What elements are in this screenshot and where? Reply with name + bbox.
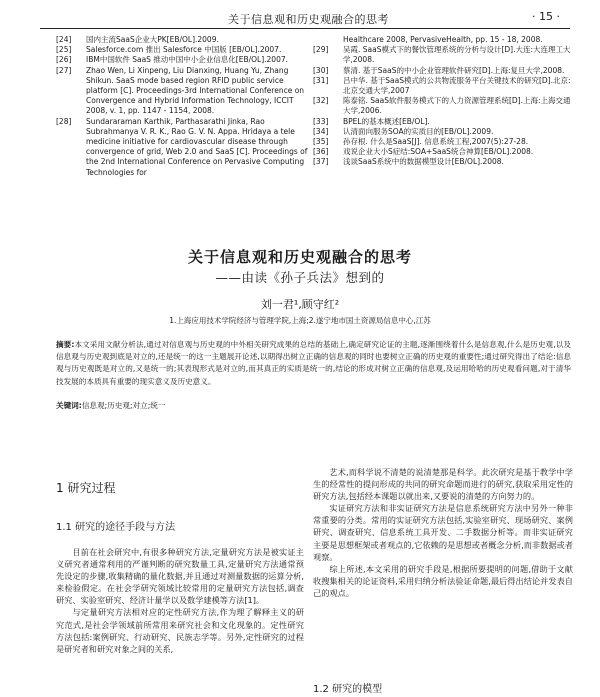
reference-text: IBM中国软件 SaaS 推动中国中小企业信息化[EB/OL].2007. [86,55,289,65]
reference-item [56,55,311,65]
reference-text: 认清面向服务SOA的实质目的[EB/OL].2009. [343,126,494,136]
paragraph: 目前在社会研究中,有很多种研究方法,定量研究方法是被实证主义研究者通常利用的严谨判断的研究数量工具,定量研究方法通常预先设定的步骤,收集精确的量化数据,并且通过对测量数据的运算分析,来检验假定。在社会学研究领域比较常用的定量研究方法包括,调查研究、实验室研究、经济计量学以及数学建模等方法[1]。 [56,547,304,606]
reference-number: [30] [313,65,329,75]
reference-number: [34] [313,126,329,136]
paragraph: 综上所述,本文采用的研究手段是,根据所要提明的问题,借助于文献收搜集相关的论证资料,采用归纳分析法验证命题,最后得出结论并发表自己的观点。 [313,563,573,598]
reference-item [56,35,311,45]
reference-number: [33] [313,116,329,126]
reference-number: [24] [56,35,72,44]
reference-text: Sundararaman Karthik, Parthasarathi Jinka, Rao Subrahmanya V. R. K., Rao G. V. N. Appa. Hridaya a tele medicine initiative for cardiovascular disease through convergence of grid, Web 2.0 and SaaS [C]. Proceedings of the 2nd International Conference on Pervasive Computing Technologies for [86,116,308,177]
references-left-column [56,35,311,178]
reference-item [313,66,571,76]
paragraph: 艺术,而科学说不清楚的说清楚那是科学。此次研究是基于教学中学生的经常性的提问形成的共同的研究命题而进行的研究,获取采用定性的研究方法,包括经本课题以就出来,又要说的清楚的方向努力的。 [313,467,573,502]
reference-number: [28] [56,116,72,126]
reference-text: BPEL的基本概述[EB/OL]. [343,116,430,126]
reference-number: [31] [313,75,329,85]
reference-number: [25] [56,45,72,55]
reference-number: [29] [313,45,329,55]
reference-text: 孙存根. 什么是SaaS[J]. 信息系统工程,2007(5):27-28. [343,137,529,147]
reference-text: 吕中华. 基于SaaS模式的公共物流服务平台关键技术的研究[D].北京:北京交通大学,2007 [343,75,571,96]
running-head [40,10,570,29]
reference-item [313,96,571,116]
reference-item [313,127,571,137]
reference-item [56,45,311,55]
keywords [56,400,571,411]
keywords-label: 关键词: [56,401,82,410]
abstract-text: 本文采用文献分析法,通过对信息观与历史观的中外相关研究成果的总结的基础上,确定研究论证的主题,逐渐围绕着什么是信息观,什么是历史观,以及信息观与历史观到底是对立的,还是统一的这一主题展开论述,以期得出树立正确的信息观的同时也要树立正确的历史观的重要性;通过研究得出了结论:信息观与历史观既是对立的,又是统一的;其表现形式是对立的,而其真正的实质是统一的,结论的形成对树立正确的信息观,及运用哈哈的历史观看问题,对于清华技发展的本质具有重要的现实意义及历史意义。 [56,340,571,386]
authors: 刘一君¹,顾守红² [260,298,340,311]
references-right-column [313,35,571,168]
reference-number: [37] [313,157,329,167]
reference-item [313,35,571,45]
reference-number: [27] [56,65,72,75]
reference-text: 陈泰铭. SaaS软件服务模式下的人力资源管理系统[D].上海:上海交通大学,2006. [343,96,571,116]
reference-item [313,137,571,147]
reference-item [56,117,311,178]
reference-text: 国内主流SaaS企业大PK[EB/OL].2009. [86,35,219,44]
reference-item [313,117,571,127]
body-left-column [56,546,304,655]
paragraph: 实证研究方法和非实证研究方法是信息系统研究方法中另外一种非常重要的分类。常用的实证研究方法包括,实验室研究、现场研究、案例研究、调查研究、信息系统工具开发、二手数据分析等。而非实证研究主要是思想框架或者观点的,它依赖的是思想或者概念分析,而非数据或者观察。 [313,503,573,562]
affiliation: 1.上海应用技术学院经济与管理学院,上海;2.遂宁地市国土资源局信息中心,江苏 [169,316,431,325]
reference-item [313,45,571,65]
reference-number: [36] [313,147,329,157]
reference-text: Healthcare 2008, PervasiveHealth, pp. 15 - 18, 2008. [343,35,543,44]
article-subtitle: ——由读《孙子兵法》想到的 [215,270,385,285]
paragraph: 与定量研究方法相对应的定性研究方法,作为理了解释主义的研究范式,是社会学领域前所常用来研究社会和文化现象的。定性研究方法包括:案例研究、行动研究、民族志学等。另外,定性研究的过程是研究者和研究对象之间的关系, [56,607,304,654]
reference-text: 吴霞. SaaS模式下的餐饮管理系统的分析与设计[D].大连:大连理工大学,2008. [343,45,571,65]
abstract-label: 摘要: [56,340,75,349]
abstract [56,339,571,388]
keywords-text: 信息观;历史观;对立;统一 [81,401,166,410]
reference-number: [35] [313,137,329,147]
reference-item [56,66,311,117]
section-heading-1-1: 1.1 研究的途径手段与方法 [56,522,176,533]
reference-item [313,76,571,96]
reference-item [313,157,571,167]
article-title: 关于信息观和历史观融合的思考 [187,248,412,266]
reference-text: 浅谈SaaS系统中的数据模型设计[EB/OL].2008. [343,157,504,167]
reference-number: [32] [313,96,329,106]
reference-number: [26] [56,55,72,65]
section-heading-1: 1 研究过程 [56,481,116,495]
page-number: · 15 · [532,10,560,23]
reference-item [313,147,571,157]
reference-text: 戏说企业大小S症结:SOA+SaaS统合神算[EB/OL].2008. [343,147,534,157]
section-heading-1-2: 1.2 研究的模型 [313,684,383,695]
reference-text: Zhao Wen, Li Xinpeng, Liu Dianxing, Huang Yu, Zhang Shikun. SaaS mode based region RFID public service platform [C]. Proceedings-3rd International Conference on Convergence and Hybrid Information Technology, ICCIT 2008, v. 1, pp. 1147 - 1154, 2008. [86,65,305,116]
reference-text: Salesforce.com 推出 Salesforce 中国版 [EB/OL].2007. [86,45,282,55]
reference-text: 蔡清. 基于SaaS的中小企业管理软件研究[D].上海:复旦大学,2008. [343,65,565,75]
body-right-column [313,466,573,599]
running-title: 关于信息观和历史观融合的思考 [228,13,389,26]
